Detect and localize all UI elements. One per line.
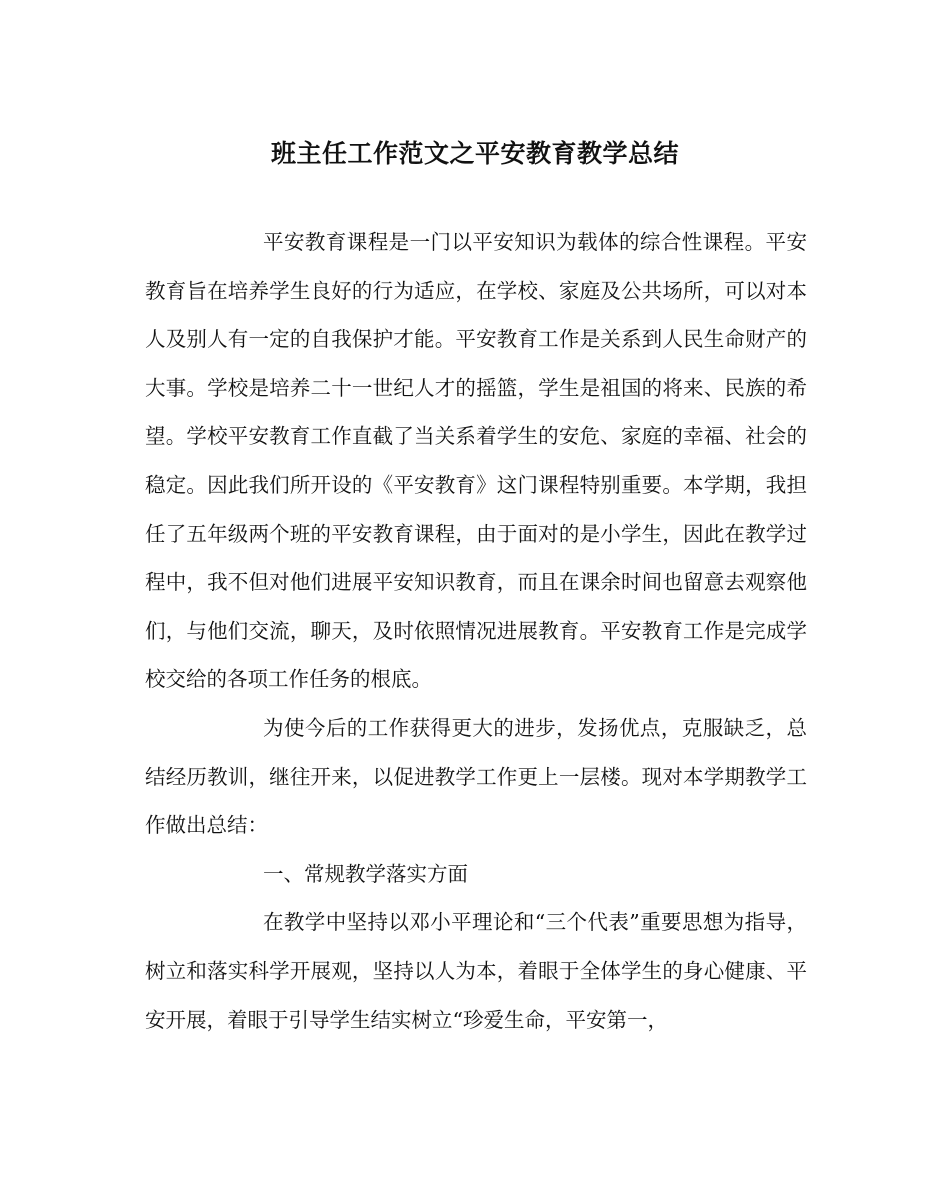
section-heading-routine-teaching: 一、常规教学落实方面	[263, 861, 468, 886]
paragraph-purpose: 为使今后的工作获得更大的进步，发扬优点，克服缺乏，总结经历教训，继往开来，以促进教学工作更上一层楼。现对本学期教学工作做出总结：	[145, 715, 807, 838]
document-body	[145, 218, 807, 1044]
paragraph-routine-teaching: 在教学中坚持以邓小平理论和“三个代表”重要思想为指导，树立和落实科学开展观，坚持以人为本，着眼于全体学生的身心健康、平安开展，着眼于引导学生结实树立“珍爱生命，平安第一，	[145, 910, 807, 1032]
document-title: 班主任工作范文之平安教育教学总结	[270, 139, 679, 168]
paragraph-intro: 平安教育课程是一门以平安知识为载体的综合性课程。平安教育旨在培养学生良好的行为适应，在学校、家庭及公共场所，可以对本人及别人有一定的自我保护才能。平安教育工作是关系到人民生命财产的大事。学校是培养二十一世纪人才的摇篮，学生是祖国的将来、民族的希望。学校平安教育工作直截了当关系着学生的安危、家庭的幸福、社会的稳定。因此我们所开设的《平安教育》这门课程特别重要。本学期，我担任了五年级两个班的平安教育课程，由于面对的是小学生，因此在教学过程中，我不但对他们进展平安知识教育，而且在课余时间也留意去观察他们，与他们交流，聊天，及时依照情况进展教育。平安教育工作是完成学校交给的各项工作任务的根底。	[145, 230, 807, 692]
